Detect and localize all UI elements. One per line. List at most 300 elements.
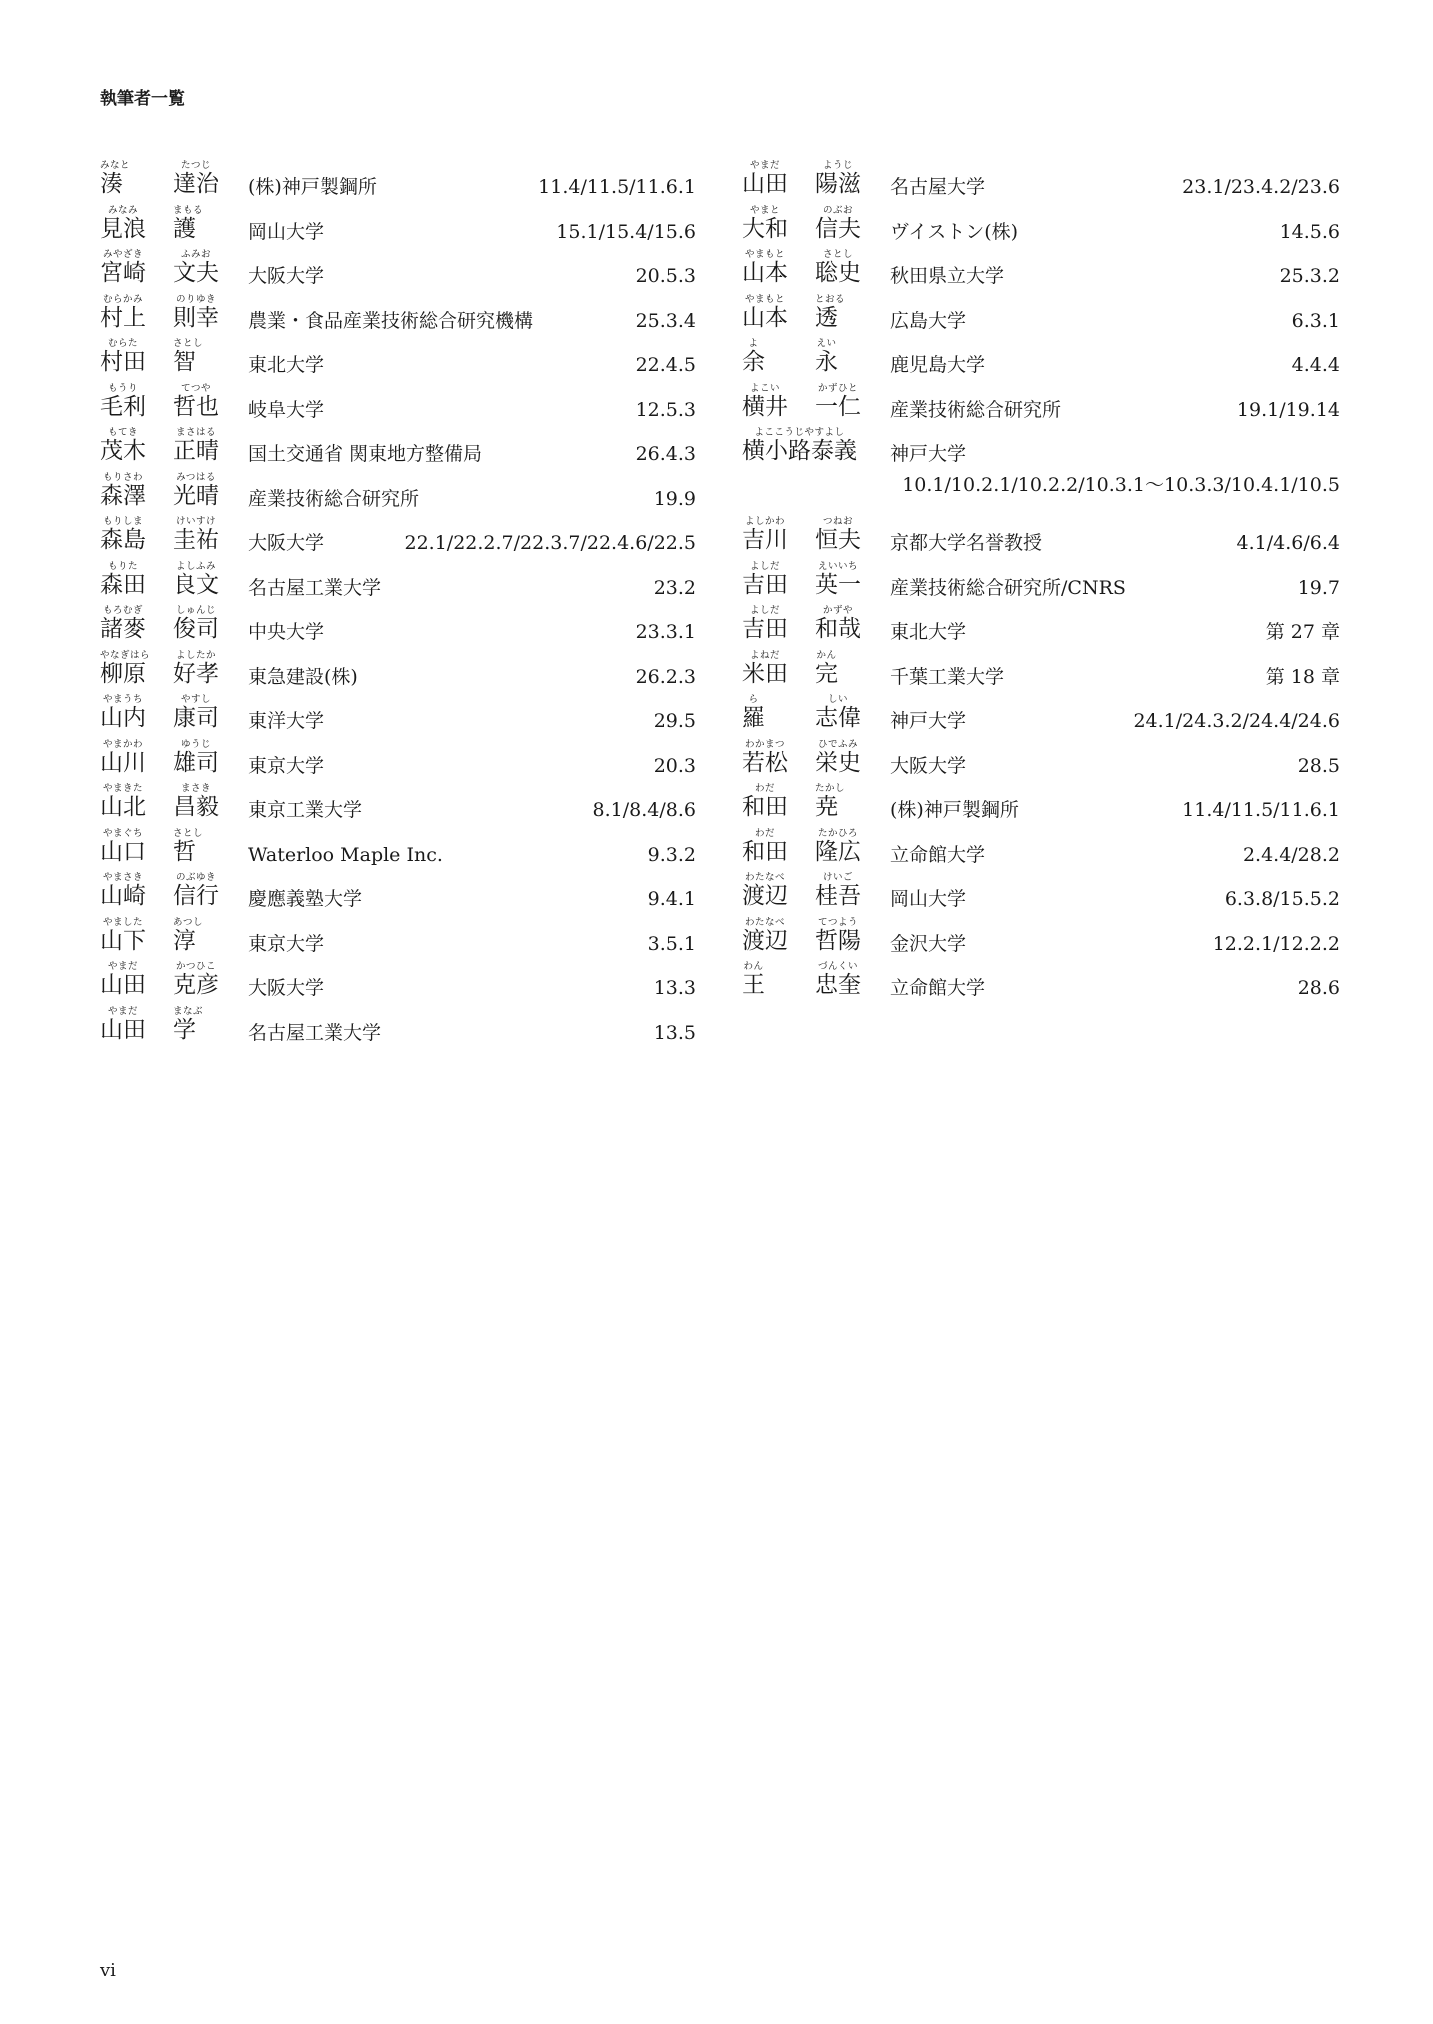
author-surname-ruby: わたなべ (744, 916, 785, 928)
author-surname-ruby: やまだ (749, 160, 780, 171)
author-given-name-ruby: まさはる (175, 427, 216, 438)
author-given-name-text: 志偉 (815, 705, 861, 731)
author-given-name-text: 永 (815, 349, 838, 375)
section-refs: 26.2.3 (635, 665, 696, 688)
author-given-name-ruby: あつし (173, 916, 204, 928)
author-surname (100, 605, 146, 642)
author-affiliation: 名古屋工業大学 (248, 576, 382, 599)
author-surname-text: 和田 (742, 794, 788, 820)
author-surname-text: 米田 (742, 660, 788, 687)
author-given-name-ruby: よしたか (175, 649, 216, 661)
author-given-name-ruby: えい (816, 338, 837, 349)
author-given-name-ruby: やすし (180, 694, 211, 705)
author-given-name-text: 好孝 (173, 660, 219, 687)
author-surname-text: 山田 (100, 972, 146, 998)
author-surname-ruby: やました (102, 916, 143, 928)
section-refs: 23.3.1 (635, 621, 696, 643)
author-surname-text: 山下 (100, 927, 146, 954)
author-given-name (815, 383, 861, 420)
author-given-name (173, 160, 219, 197)
author-surname-text: 吉田 (742, 571, 788, 598)
author-given-name (173, 1006, 203, 1043)
author-surname-text: 宮崎 (100, 260, 146, 286)
author-given-name (173, 561, 219, 598)
author-row (100, 205, 696, 250)
section-refs: 20.3 (653, 754, 696, 777)
author-affiliation: 秋田県立大学 (890, 265, 1005, 287)
author-given-name (815, 294, 845, 331)
author-affiliation: (株)神戸製鋼所 (890, 799, 1019, 821)
author-surname (100, 427, 146, 464)
author-row (742, 561, 1340, 606)
author-given-name-text: 信夫 (815, 215, 861, 242)
author-row (742, 828, 1340, 873)
author-surname (100, 872, 146, 909)
author-surname-ruby: よこい (749, 382, 780, 394)
author-surname (100, 160, 130, 197)
author-given-name-ruby: まなぶ (173, 1005, 204, 1017)
author-given-name-text: 哲陽 (815, 927, 861, 954)
author-row (742, 739, 1340, 784)
author-row (742, 294, 1340, 339)
author-surname-ruby: やまぐち (102, 827, 143, 839)
author-surname-ruby: やまもと (744, 249, 785, 260)
author-column-right (742, 160, 1340, 1006)
author-given-name-text: 尭 (815, 794, 838, 820)
author-given-name-text: 良文 (173, 571, 219, 598)
section-refs: 12.5.3 (635, 398, 696, 421)
author-given-name-text: 淳 (173, 927, 196, 954)
author-surname (100, 694, 146, 731)
author-given-name-ruby: かずひと (817, 382, 858, 394)
author-surname (742, 783, 788, 820)
author-given-name-text: 陽滋 (815, 171, 861, 197)
author-given-name-text: 栄史 (815, 749, 861, 776)
section-refs: 28.6 (1297, 977, 1340, 999)
author-given-name-ruby: ふみお (180, 249, 211, 260)
section-refs: 10.1/10.2.1/10.2.2/10.3.1〜10.3.3/10.4.1/10.5 (902, 473, 1340, 496)
author-surname (742, 961, 765, 998)
author-given-name-text: 哲 (173, 838, 196, 865)
author-surname (100, 561, 146, 598)
author-surname (100, 650, 150, 687)
author-given-name (173, 650, 219, 687)
author-surname-ruby: やまうち (102, 694, 143, 705)
author-given-name (173, 872, 219, 909)
author-affiliation: 鹿児島大学 (890, 354, 986, 376)
author-surname-text: 森島 (100, 527, 146, 553)
author-given-name (815, 205, 861, 242)
author-surname-text: 渡辺 (742, 927, 788, 954)
author-affiliation: 岐阜大学 (248, 398, 325, 421)
author-surname-ruby: やまさき (102, 872, 143, 883)
author-given-name (815, 249, 861, 286)
author-surname (100, 249, 146, 286)
author-surname-ruby: やまと (749, 204, 780, 216)
page-header-title: 執筆者一覧 (100, 89, 185, 109)
author-surname-text: 吉田 (742, 616, 788, 642)
author-row (100, 917, 696, 962)
author-row (100, 650, 696, 695)
author-given-name-text: 正晴 (173, 438, 219, 464)
author-surname (742, 160, 788, 197)
author-given-name (815, 338, 838, 375)
author-surname-ruby: やまもと (744, 293, 785, 305)
author-surname-text: 吉川 (742, 527, 788, 553)
author-given-name (173, 739, 219, 776)
author-affiliation: Waterloo Maple Inc. (248, 843, 443, 866)
author-given-name (173, 294, 219, 331)
author-given-name-text: 康司 (173, 705, 219, 731)
author-surname-ruby: みなと (100, 160, 131, 171)
author-given-name-ruby: たかひろ (817, 827, 858, 839)
author-affiliation: 東北大学 (890, 621, 967, 643)
author-given-name-text: 完 (815, 660, 838, 687)
author-affiliation: 大阪大学 (248, 977, 325, 999)
author-surname-text: 大和 (742, 215, 788, 242)
author-surname-text: 茂木 (100, 438, 146, 464)
section-refs: 22.4.5 (635, 354, 696, 376)
author-surname (100, 294, 146, 331)
author-surname-text: 山口 (100, 838, 146, 865)
author-affiliation: 名古屋大学 (890, 176, 986, 198)
section-refs: 28.5 (1297, 754, 1340, 777)
author-given-name (815, 605, 861, 642)
author-given-name-ruby: つねお (822, 516, 853, 527)
section-refs: 9.4.1 (647, 888, 696, 910)
author-row (100, 472, 696, 517)
author-given-name-ruby: ひでふみ (817, 738, 858, 750)
author-surname-ruby: よしだ (749, 605, 780, 616)
author-given-name-text: 護 (173, 215, 196, 242)
author-surname (100, 516, 146, 553)
author-given-name (173, 917, 203, 954)
author-given-name-ruby: みつはる (176, 471, 216, 483)
section-refs: 11.4/11.5/11.6.1 (1182, 799, 1340, 821)
author-surname-ruby: やまかわ (102, 738, 143, 750)
author-surname-text: 山崎 (100, 883, 146, 909)
author-row (100, 739, 696, 784)
author-affiliation: 千葉工業大学 (890, 665, 1005, 688)
author-surname (100, 783, 146, 820)
author-column-left (100, 160, 696, 1050)
author-surname-ruby: ら (748, 694, 759, 705)
author-surname-text: 山田 (742, 171, 788, 197)
section-refs: 22.1/22.2.7/22.3.7/22.4.6/22.5 (404, 532, 696, 554)
author-surname-text: 山北 (100, 794, 146, 820)
author-fullname-ruby: よここうじやすよし (754, 427, 845, 438)
author-given-name (173, 338, 203, 375)
author-row (100, 160, 696, 205)
author-surname (742, 294, 788, 331)
author-given-name-ruby: てつや (180, 382, 211, 394)
author-given-name (173, 961, 219, 998)
author-given-name-text: 英一 (815, 571, 861, 598)
author-row (100, 828, 696, 873)
author-row (742, 249, 1340, 294)
author-surname (742, 338, 765, 375)
author-surname-ruby: みやざき (102, 249, 143, 260)
author-given-name-ruby: しゅんじ (175, 605, 216, 616)
author-given-name-ruby: さとし (822, 249, 853, 260)
author-given-name-ruby: まさき (180, 783, 211, 794)
author-affiliation: 神戸大学 (890, 443, 967, 465)
author-given-name (815, 828, 861, 865)
author-surname-text: 山内 (100, 705, 146, 731)
section-refs: 19.1/19.14 (1236, 398, 1340, 421)
author-surname-text: 余 (742, 349, 765, 375)
author-row (742, 160, 1340, 205)
author-given-name-ruby: まもる (173, 204, 204, 216)
author-affiliation: 大阪大学 (248, 265, 325, 287)
author-affiliation: 国土交通省 関東地方整備局 (248, 443, 483, 465)
author-affiliation: 中央大学 (248, 621, 325, 643)
author-surname (742, 917, 788, 954)
author-surname-text: 横井 (742, 393, 788, 420)
author-given-name-ruby: さとし (173, 827, 204, 839)
author-given-name-text: 雄司 (173, 749, 219, 776)
author-affiliation: 立命館大学 (890, 843, 986, 866)
author-affiliation: 大阪大学 (248, 532, 325, 554)
author-affiliation: 東北大学 (248, 354, 325, 376)
author-given-name-text: 俊司 (173, 616, 219, 642)
author-surname (100, 338, 146, 375)
author-row (742, 650, 1340, 695)
author-row (100, 427, 696, 472)
author-given-name (173, 427, 219, 464)
section-refs: 26.4.3 (635, 443, 696, 465)
author-given-name (815, 561, 861, 598)
author-row (742, 872, 1340, 917)
author-given-name (173, 249, 219, 286)
section-refs: 19.7 (1297, 576, 1340, 599)
author-surname (100, 383, 146, 420)
author-affiliation: 神戸大学 (890, 710, 967, 732)
section-refs: 2.4.4/28.2 (1242, 843, 1340, 866)
author-surname-ruby: みなみ (107, 204, 138, 216)
author-surname-text: 山本 (742, 304, 788, 331)
author-given-name-text: 文夫 (173, 260, 219, 286)
author-surname-ruby: やまきた (102, 783, 143, 794)
author-surname (742, 561, 788, 598)
author-affiliation: 東京大学 (248, 932, 325, 955)
author-row (742, 427, 1340, 472)
author-affiliation: (株)神戸製鋼所 (248, 176, 377, 198)
author-given-name-text: 昌毅 (173, 794, 219, 820)
author-given-name-ruby: えいいち (817, 560, 858, 572)
author-row (100, 383, 696, 428)
author-given-name (173, 828, 203, 865)
author-given-name (815, 872, 861, 909)
author-given-name-ruby: とおる (815, 293, 846, 305)
author-surname-ruby: わたなべ (744, 872, 785, 883)
author-row (742, 472, 1340, 517)
author-given-name-text: 哲也 (173, 393, 219, 420)
author-surname-text: 渡辺 (742, 883, 788, 909)
section-refs: 23.1/23.4.2/23.6 (1182, 176, 1340, 198)
author-surname-ruby: よしかわ (744, 516, 785, 527)
section-refs: 14.5.6 (1279, 220, 1340, 243)
author-surname-ruby: わだ (754, 783, 775, 794)
author-given-name-ruby: のぶお (822, 204, 853, 216)
author-surname (742, 828, 788, 865)
author-surname-ruby: もりた (107, 560, 138, 572)
author-given-name (173, 694, 219, 731)
section-refs: 11.4/11.5/11.6.1 (538, 176, 696, 198)
section-refs: 13.5 (653, 1021, 696, 1044)
author-surname-ruby: もろむぎ (102, 605, 143, 616)
author-affiliation: 慶應義塾大学 (248, 888, 363, 910)
author-surname-text: 和田 (742, 838, 788, 865)
author-surname (100, 828, 146, 865)
author-surname (100, 961, 146, 998)
author-given-name-ruby: づんくい (817, 961, 858, 972)
author-given-name-ruby: さとし (173, 338, 204, 349)
author-given-name (815, 694, 861, 731)
section-refs: 15.1/15.4/15.6 (556, 220, 696, 243)
section-refs: 9.3.2 (647, 843, 696, 866)
author-given-name-ruby: けいご (822, 872, 853, 883)
author-surname-text: 山田 (100, 1016, 146, 1043)
author-fullname-text: 横小路泰義 (742, 438, 857, 464)
author-surname-ruby: もりさわ (102, 471, 143, 483)
section-refs: 6.3.8/15.5.2 (1224, 888, 1340, 910)
author-surname-ruby: やなぎはら (100, 649, 151, 661)
author-affiliation: 立命館大学 (890, 977, 986, 999)
author-surname-ruby: よねだ (749, 649, 780, 661)
author-given-name-ruby: かん (816, 649, 837, 661)
author-given-name-text: 和哉 (815, 616, 861, 642)
author-surname-ruby: よ (748, 338, 759, 349)
author-given-name (173, 205, 203, 242)
author-given-name (815, 160, 861, 197)
author-given-name-ruby: けいすけ (175, 516, 216, 527)
author-row (100, 561, 696, 606)
author-given-name-text: 聡史 (815, 260, 861, 286)
section-refs: 3.5.1 (647, 932, 696, 955)
author-affiliation: ヴイストン(株) (890, 220, 1019, 243)
author-affiliation: 産業技術総合研究所 (248, 487, 420, 510)
author-surname-ruby: やまだ (107, 961, 138, 972)
author-surname-ruby: もりしま (102, 516, 143, 527)
author-given-name (815, 739, 861, 776)
author-surname-text: 村上 (100, 304, 146, 331)
author-given-name (173, 783, 219, 820)
author-row (100, 516, 696, 561)
section-refs: 20.5.3 (635, 265, 696, 287)
author-given-name (173, 605, 219, 642)
author-surname-text: 森澤 (100, 482, 146, 509)
author-surname-ruby: わだ (754, 827, 775, 839)
section-refs: 13.3 (653, 977, 696, 999)
author-given-name-ruby: かつひこ (175, 961, 216, 972)
author-row (100, 961, 696, 1006)
author-surname-text: 森田 (100, 571, 146, 598)
author-row (100, 694, 696, 739)
author-given-name-ruby: のぶゆき (175, 872, 216, 883)
author-surname-ruby: よしだ (749, 560, 780, 572)
author-surname (742, 516, 788, 553)
author-affiliation: 大阪大学 (890, 754, 967, 777)
author-fullname (742, 427, 857, 464)
author-affiliation: 産業技術総合研究所/CNRS (890, 576, 1126, 599)
author-surname-ruby: むらた (107, 338, 138, 349)
author-surname (100, 917, 146, 954)
author-given-name-text: 智 (173, 349, 196, 375)
author-given-name-ruby: たつじ (180, 160, 211, 171)
author-affiliation: 岡山大学 (248, 220, 325, 243)
author-given-name (815, 961, 861, 998)
author-surname (742, 650, 788, 687)
author-given-name (173, 516, 219, 553)
author-surname-ruby: もうり (107, 382, 138, 394)
author-surname (742, 872, 788, 909)
author-given-name (815, 783, 845, 820)
author-given-name (173, 383, 219, 420)
author-surname (100, 472, 146, 509)
section-refs: 25.3.4 (635, 309, 696, 332)
section-refs: 4.1/4.6/6.4 (1236, 532, 1340, 554)
author-affiliation: 名古屋工業大学 (248, 1021, 382, 1044)
author-surname (742, 249, 788, 286)
author-surname-text: 柳原 (100, 660, 146, 687)
author-given-name-text: 恒夫 (815, 527, 861, 553)
author-surname (100, 1006, 146, 1043)
author-row (100, 294, 696, 339)
author-surname-text: 王 (742, 972, 765, 998)
author-surname-text: 羅 (742, 705, 765, 731)
author-row (742, 516, 1340, 561)
author-given-name-ruby: しい (827, 694, 848, 705)
author-given-name-text: 一仁 (815, 393, 861, 420)
section-refs: 8.1/8.4/8.6 (592, 799, 696, 821)
section-refs: 19.9 (653, 487, 696, 510)
author-given-name (815, 650, 838, 687)
author-given-name-text: 光晴 (173, 482, 219, 509)
author-given-name-ruby: ゆうじ (180, 738, 211, 750)
author-affiliation: 東急建設(株) (248, 665, 358, 688)
author-given-name-ruby: たかし (815, 783, 846, 794)
author-row (100, 783, 696, 828)
author-given-name (815, 917, 861, 954)
author-affiliation: 東洋大学 (248, 710, 325, 732)
author-row (742, 205, 1340, 250)
author-row (742, 694, 1340, 739)
author-given-name-text: 則幸 (173, 304, 219, 331)
page-number: vi (100, 1960, 116, 1981)
author-surname-text: 諸麥 (100, 616, 146, 642)
author-row (100, 249, 696, 294)
author-row (742, 338, 1340, 383)
author-given-name-text: 圭祐 (173, 527, 219, 553)
author-surname-ruby: わん (743, 961, 764, 972)
author-surname (742, 739, 788, 776)
section-refs: 4.4.4 (1291, 354, 1340, 376)
author-surname (742, 605, 788, 642)
author-given-name-ruby: よしふみ (175, 560, 216, 572)
author-surname (100, 739, 146, 776)
author-given-name (815, 516, 861, 553)
author-affiliation: 農業・食品産業技術総合研究機構 (248, 309, 534, 332)
author-given-name-ruby: ようじ (822, 160, 853, 171)
author-affiliation: 東京大学 (248, 754, 325, 777)
author-surname-ruby: やまだ (107, 1005, 138, 1017)
author-surname-text: 見浪 (100, 215, 146, 242)
author-row (742, 605, 1340, 650)
section-refs: 23.2 (653, 576, 696, 599)
section-refs: 第 27 章 (1265, 621, 1340, 643)
author-given-name-ruby: てつよう (817, 916, 858, 928)
